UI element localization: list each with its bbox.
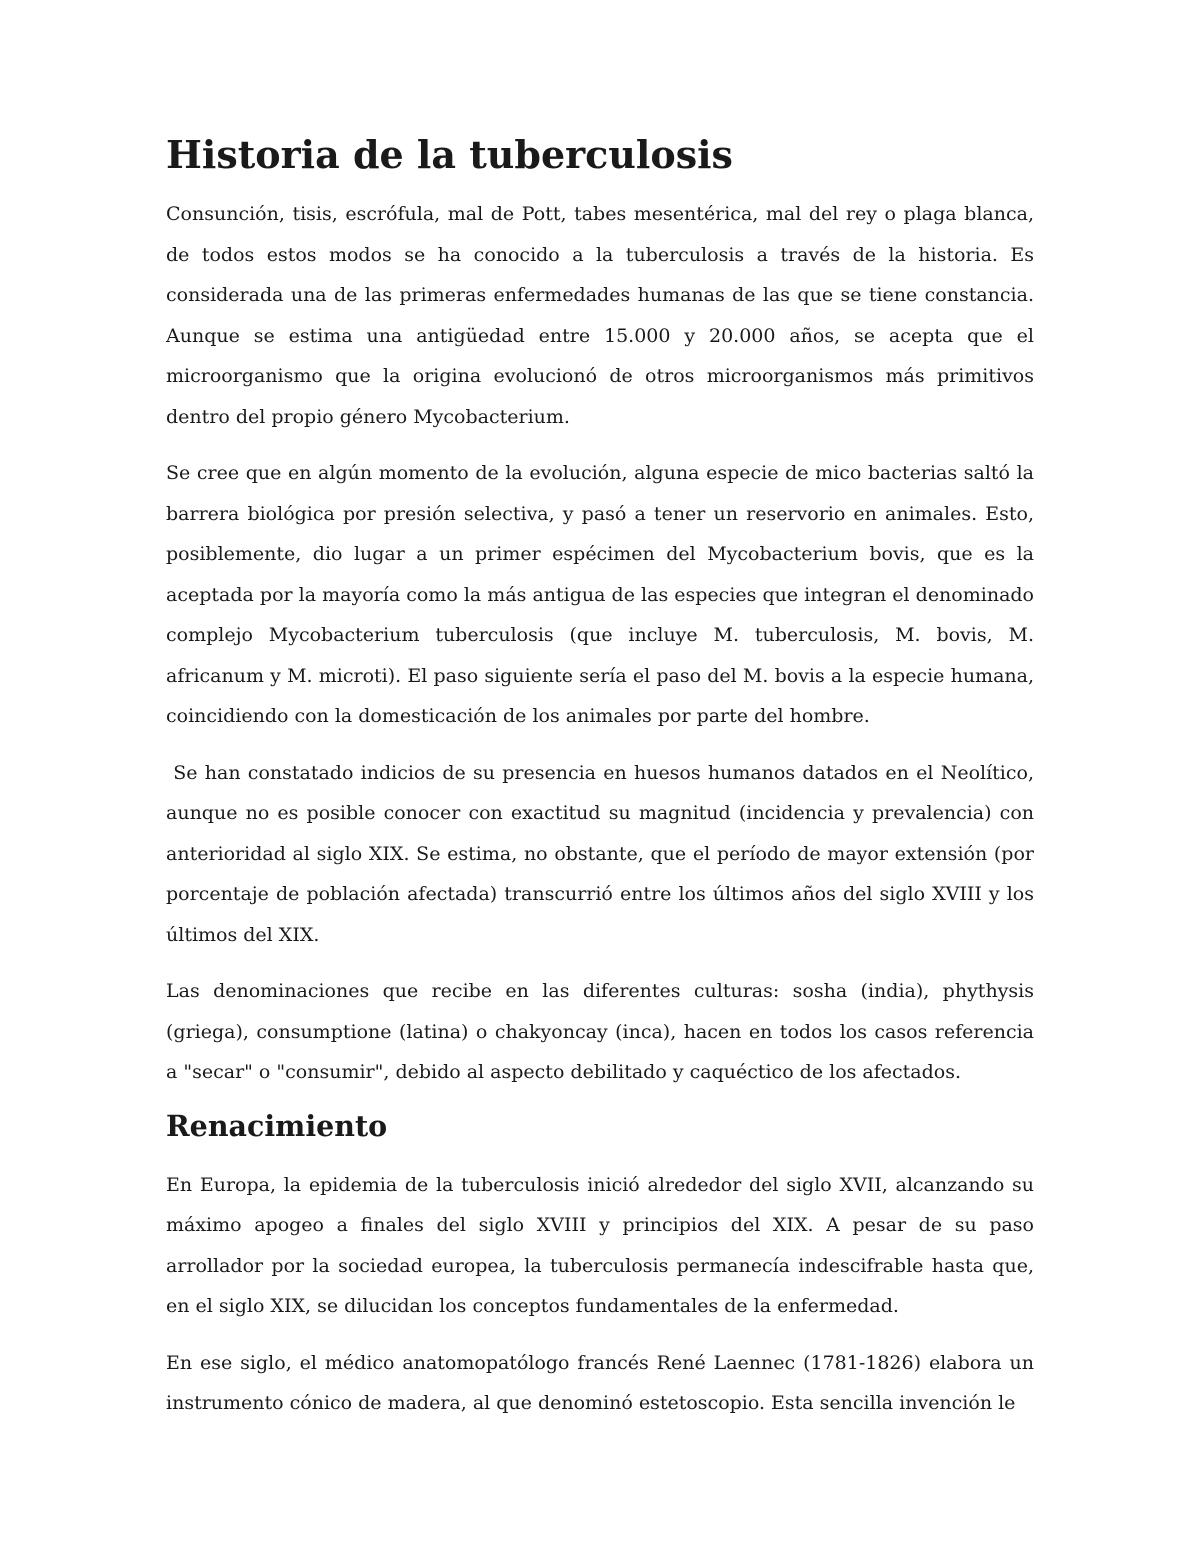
section-heading-renacimiento: Renacimiento [166,1108,388,1143]
spacer [166,1143,1034,1165]
spacer [166,737,1034,753]
spacer [166,437,1034,453]
spacer [166,1093,1034,1109]
paragraph-2: Se cree que en algún momento de la evolución, alguna especie de mico bacterias saltó la barrera biológica por presión selectiva, y pasó a tener un reservorio en animales. Esto, posiblemente, dio lugar a un primer espécimen del Mycobacterium bovis, que es la aceptada por la mayoría como la más antigua de las especies que integran el denominado complejo Mycobacterium tuberculosis (que incluye M. tuberculosis, M. bovis, M. africanum y M. microti). El paso siguiente sería el paso del M. bovis a la especie humana, coincidiendo con la domesticación de los animales por parte del hombre. [166,462,1034,727]
document-title: Historia de la tuberculosis [166,132,733,177]
spacer [166,955,1034,971]
spacer [166,1327,1034,1343]
paragraph-1: Consunción, tisis, escrófula, mal de Pott, tabes mesentérica, mal del rey o plaga blanca, de todos estos modos se ha conocido a la tuberculosis a través de la historia. Es considerada una de las primeras enfermedades humanas de las que se tiene constancia. Aunque se estima una antigüedad entre 15.000 y 20.000 años, se acepta que el microorganismo que la origina evolucionó de otros microorganismos más primitivos dentro del propio género Mycobacterium. [166,203,1034,428]
document-page [166,132,1041,1424]
paragraph-4: Las denominaciones que recibe en las diferentes culturas: sosha (india), phythysis (griega), consumptione (latina) o chakyoncay (inca), hacen en todos los casos referencia a "secar" o "consumir", debido al aspecto debilitado y caquéctico de los afectados. [166,980,1034,1083]
paragraph-5: En Europa, la epidemia de la tuberculosis inició alrededor del siglo XVII, alcanzando su máximo apogeo a finales del siglo XVIII y principios del XIX. A pesar de su paso arrollador por la sociedad europea, la tuberculosis permanecía indescifrable hasta que, en el siglo XIX, se dilucidan los conceptos fundamentales de la enfermedad. [166,1173,1034,1317]
paragraph-3: Se han constatado indicios de su presencia en huesos humanos datados en el Neolítico, aunque no es posible conocer con exactitud su magnitud (incidencia y prevalencia) con anterioridad al siglo XIX. Se estima, no obstante, que el período de mayor extensión (por porcentaje de población afectada) transcurrió entre los últimos años del siglo XVIII y los últimos del XIX. [166,761,1041,946]
paragraph-6: En ese siglo, el médico anatomopatólogo francés René Laennec (1781-1826) elabora un instrumento cónico de madera, al que denominó estetoscopio. Esta sencilla invención le [166,1351,1034,1414]
